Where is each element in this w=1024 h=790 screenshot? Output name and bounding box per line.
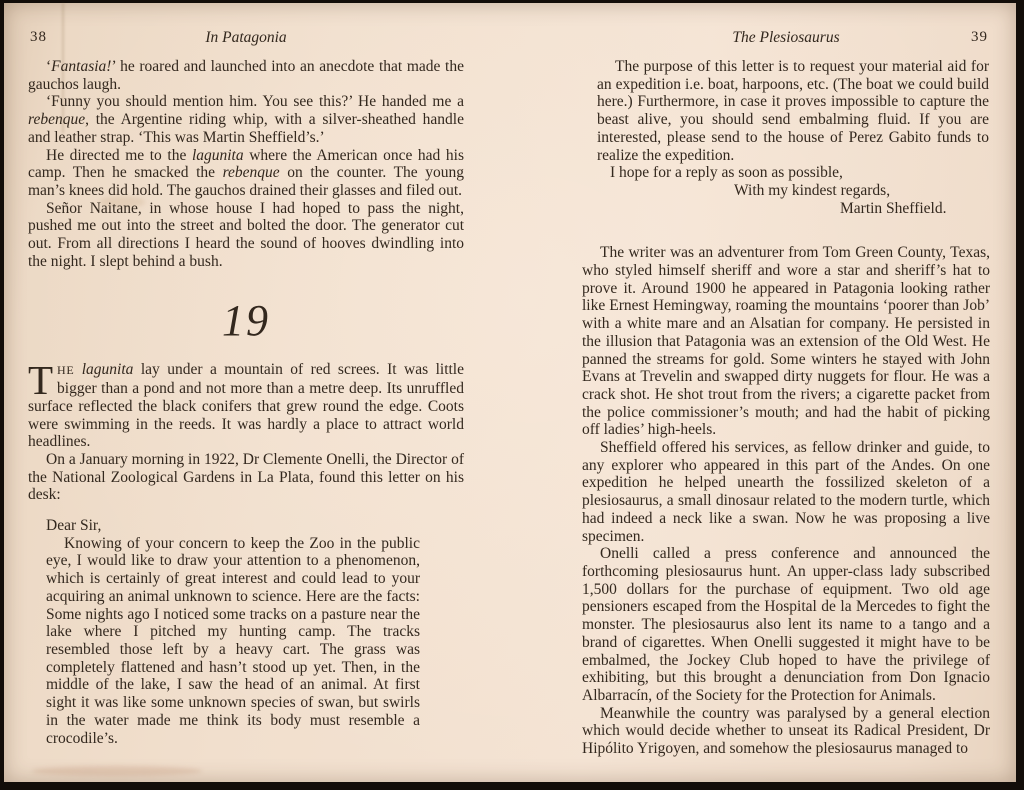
paragraph [28,200,464,271]
paragraph [28,451,464,504]
letter-closing-line: With my kindest regards, [734,181,891,199]
letter-block [28,517,464,747]
text-segment: Sheffield offered his services, as fellow drinker and guide, to any explorer who appeared in this part of the Andes. On one expedition he helped unearth the fossilized skeleton of a plesiosaurus, a small dinosaur related to the modern turtle, which had indeed a neck like a swan. Now he was proposing a live specimen. [582,439,990,545]
paragraph [582,545,990,704]
text-segment: ‘Funny you should mention him. You see this?’ He handed me a [46,93,464,111]
left-page [28,29,464,747]
text-segment: On a January morning in 1922, Dr Clemente Onelli, the Director of the National Zoological Gardens in La Plata, found this letter on his desk: [28,450,464,504]
paragraph [582,705,990,758]
italic-text: lagunita [81,361,134,379]
paper-stain [32,766,202,776]
paragraph [582,439,990,545]
book-page-spread [4,3,1016,782]
text-segment: ’ he roared and launched into an anecdote that made the gauchos laugh. [28,58,464,93]
italic-text: rebenque [28,111,86,129]
italic-text: Fantasia! [51,58,112,75]
text-segment: Señor Naitane, in whose house I had hoped to pass the night, pushed me out into the street and bolted the door. The generator cut out. From all directions I heard the sound of hooves dwindling into the night. I slept behind a bush. [28,199,464,270]
italic-text: rebenque [222,164,280,182]
letter-closing-line: I hope for a reply as soon as possible, [610,164,843,182]
letter-block [582,58,990,217]
right-page-header [582,29,990,51]
letter-paragraph [597,58,989,164]
text-segment: on the counter. The young man’s knees did hold. The gauchos drained their glasses and filed out. [28,164,464,199]
text-segment: The purpose of this letter is to request your material aid for an expedition i.e. boat, harpoons, etc. (The boat we could build here.) Furthermore, in case it proves impossible to capture the beast alive, you should send embalming fluid. If you are interested, please send to the house of Perez Gabito funds to realize the expedition. [597,58,989,164]
text-segment: , the Argentine riding whip, with a silver-sheathed handle and leather strap. ‘This was Martin Sheffield’s.’ [28,111,464,146]
running-header: The Plesiosaurus [732,29,840,46]
page-number: 39 [971,29,988,45]
text-segment [74,361,81,378]
paragraph [28,147,464,200]
text-segment: where the American once had his camp. Then he smacked the [28,146,465,182]
letter-salutation: Dear Sir, [46,517,102,535]
letter-paragraph [46,535,420,747]
paragraph [28,58,464,93]
page-number: 38 [30,29,47,45]
right-page [582,29,990,758]
small-caps-text: HE [57,363,75,378]
text-segment: The writer was an adventurer from Tom Green County, Texas, who styled himself sheriff and wore a star and sheriff’s hat to prove it. Around 1900 he appeared in Patagonia looking rather like Ernest Hemingway, roaming the mountains ‘poorer than Job’ with a white mare and an Alsatian for company. He persisted in the illusion that Patagonia was an extension of the Old West. He panned the streams for gold. Some winters he stayed with John Evans at Trevelin and swapped dirty nuggets for flour. He was a crack shot. He shot trout from the rivers; a cigarette packet from the police commissioner’s mouth; and had the habit of picking off ladies’ high-heels. [582,244,990,439]
text-segment: lay under a mountain of red screes. It was little bigger than a pond and not more than a metre deep. Its unruffled surface reflected the black conifers that grew round the edge. Coots were swimming in the reeds. It was hardly a place to attract world headlines. [28,361,464,451]
left-page-header [28,29,464,51]
text-segment: ‘ [46,58,52,75]
text-segment: Knowing of your concern to keep the Zoo in the public eye, I would like to draw your attention to a phenomenon, which is certainly of great interest and could lead to your acquiring an animal unknown to science. Here are the facts: Some nights ago I noticed some tracks on a pasture near the lake where I pitched my hunting camp. The tracks resembled those left by a heavy cart. The grass was completely flattened and hasn’t stood up yet. Then, in the middle of the lake, I saw the head of an animal. At first sight it was like some unknown species of swan, but swirls in the water made me think its body must resemble a crocodile’s. [46,534,420,747]
text-segment: Onelli called a press conference and announced the forthcoming plesiosaurus hunt. An upper-class lady subscribed 1,500 dollars for the purchase of equipment. Two old age pensioners escaped from the Hospital de la Mercedes to fight the monster. The plesiosaurus also lent its name to a tango and a brand of cigarettes. When Onelli suggested it might have to be embalmed, the Jockey Club hoped to have the privilege of exhibiting, but this brought a denunciation from Don Ignacio Albarracín, of the Society for the Protection for Animals. [582,545,990,704]
chapter-opening-paragraph [28,357,464,451]
drop-cap: T [28,357,54,404]
text-segment: He directed me to the [46,146,192,164]
running-header: In Patagonia [205,29,287,46]
paragraph [582,244,990,439]
italic-text: lagunita [191,146,244,164]
letter-signature: Martin Sheffield. [840,199,947,217]
text-segment: Meanwhile the country was paralysed by a general election which would decide whether to unseat its Radical President, Dr Hipólito Yrigoyen, and somehow the plesiosaurus managed to [582,704,990,758]
chapter-number: 19 [222,296,270,346]
paragraph [28,93,464,146]
